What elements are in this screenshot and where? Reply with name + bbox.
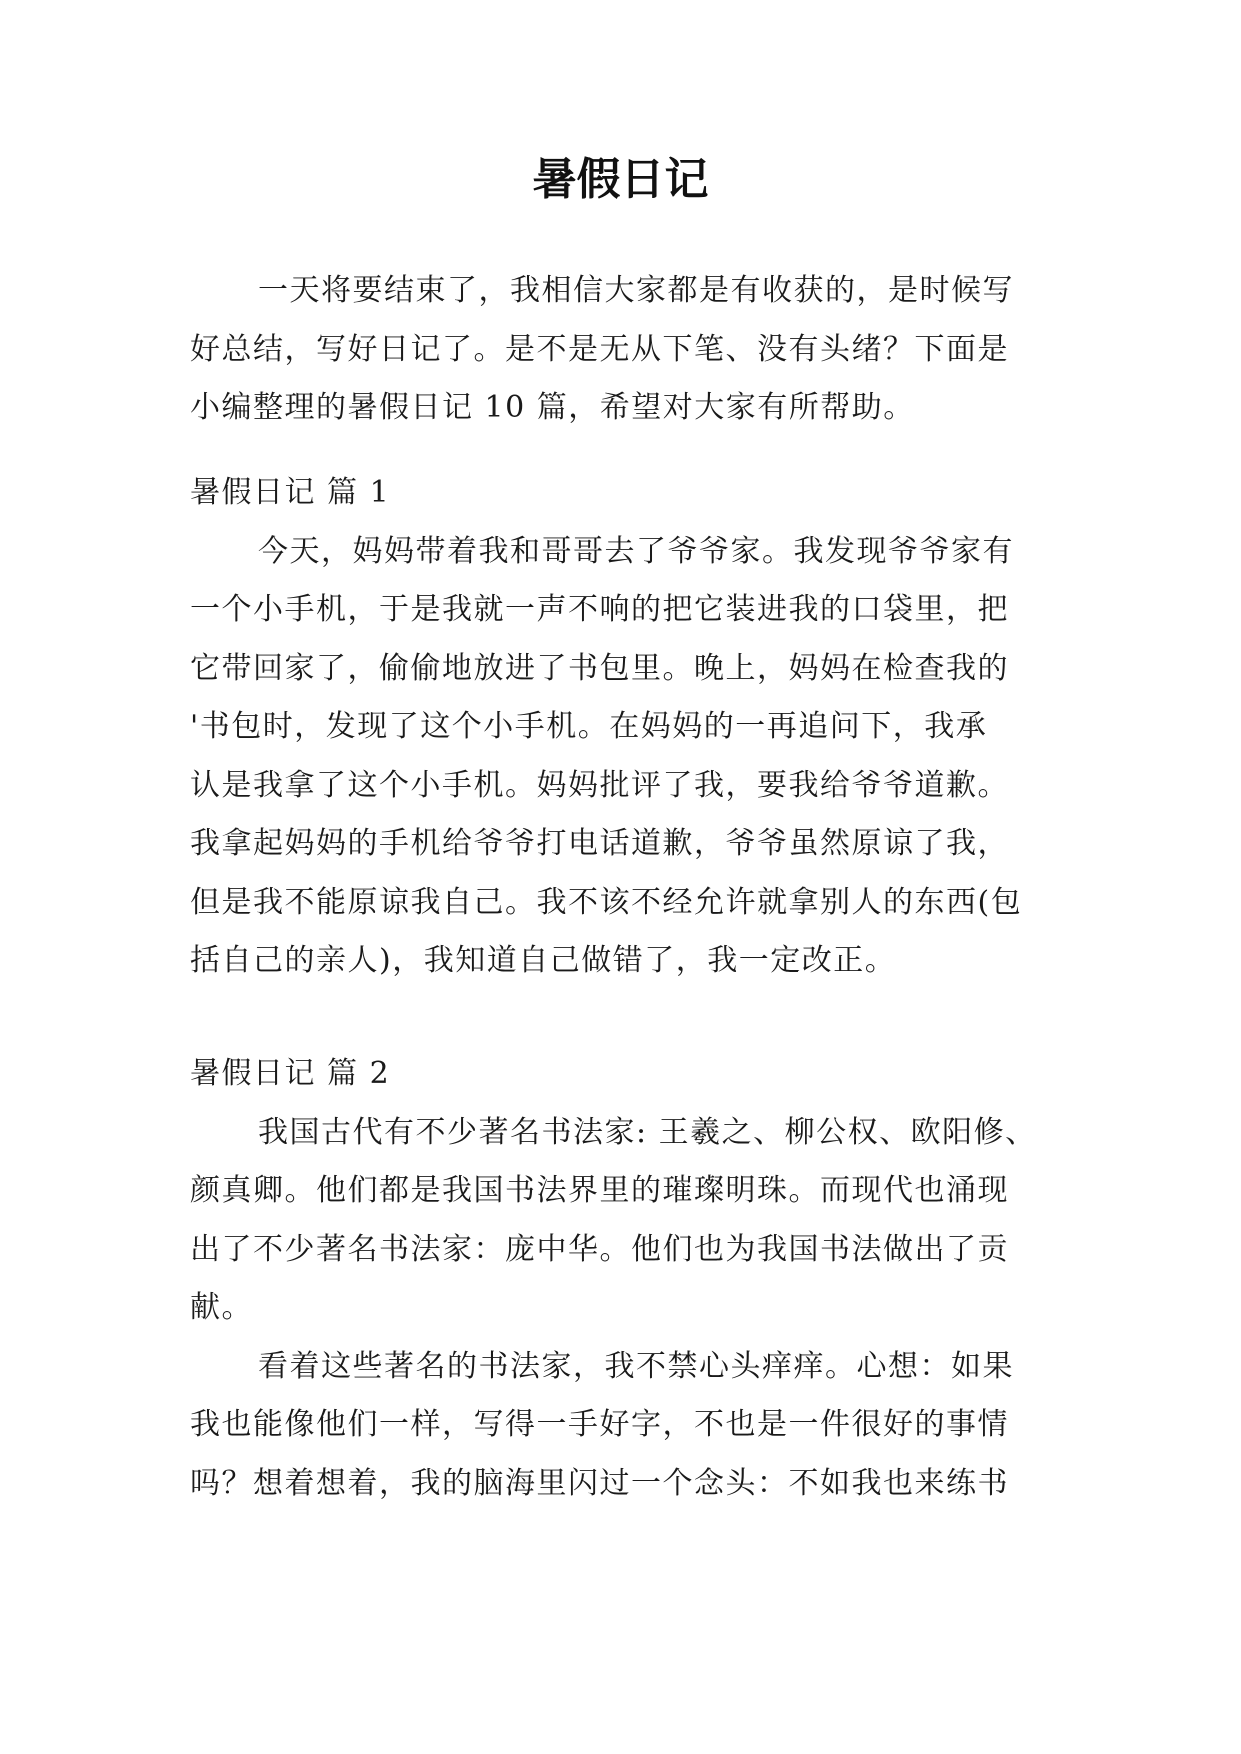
- text-line: 我也能像他们一样，写得一手好字，不也是一件很好的事情: [190, 1407, 1009, 1442]
- section-2: [190, 1045, 1070, 1513]
- text-line: 出了不少著名书法家：庞中华。他们也为我国书法做出了贡: [190, 1231, 1009, 1267]
- text-line: 颜真卿。他们都是我国书法界里的璀璨明珠。而现代也涌现: [190, 1173, 1009, 1208]
- text-line: '书包时，发现了这个小手机。在妈妈的一再追问下，我承: [190, 709, 988, 744]
- section-paragraph: [190, 1338, 1070, 1514]
- text-line: 看着这些著名的书法家，我不禁心头痒痒。心想：如果: [258, 1348, 1014, 1384]
- section-heading: 暑假日记 篇 1: [190, 475, 391, 510]
- intro-paragraph: [190, 262, 1070, 438]
- section-heading: 暑假日记 篇 2: [190, 1056, 391, 1091]
- text-line: 好总结，写好日记了。是不是无从下笔、没有头绪？下面是: [190, 331, 1009, 367]
- text-line: 今天，妈妈带着我和哥哥去了爷爷家。我发现爷爷家有: [258, 533, 1014, 569]
- text-line: 献。: [190, 1290, 253, 1325]
- text-line: 一个小手机，于是我就一声不响的把它装进我的口袋里，把: [190, 592, 1009, 627]
- text-line: 但是我不能原谅我自己。我不该不经允许就拿别人的东西(包: [190, 884, 1023, 920]
- text-line: 吗？想着想着，我的脑海里闪过一个念头：不如我也来练书: [190, 1465, 1009, 1501]
- document-title: 暑假日记: [532, 154, 709, 205]
- text-line: 它带回家了，偷偷地放进了书包里。晚上，妈妈在检查我的: [190, 650, 1009, 686]
- section-paragraph: [190, 523, 1070, 991]
- section-paragraph: [190, 1104, 1070, 1338]
- text-line: 我拿起妈妈的手机给爷爷打电话道歉，爷爷虽然原谅了我，: [190, 826, 1009, 861]
- text-line: 一天将要结束了，我相信大家都是有收获的，是时候写: [258, 273, 1014, 308]
- section-1: [190, 464, 1070, 991]
- text-line: 我国古代有不少著名书法家: 王羲之、柳公权、欧阳修、: [258, 1114, 1037, 1150]
- text-line: 认是我拿了这个小手机。妈妈批评了我，要我给爷爷道歉。: [190, 767, 1009, 803]
- text-line: 小编整理的暑假日记 10 篇，希望对大家有所帮助。: [190, 390, 915, 425]
- text-line: 括自己的亲人)，我知道自己做错了，我一定改正。: [190, 943, 897, 978]
